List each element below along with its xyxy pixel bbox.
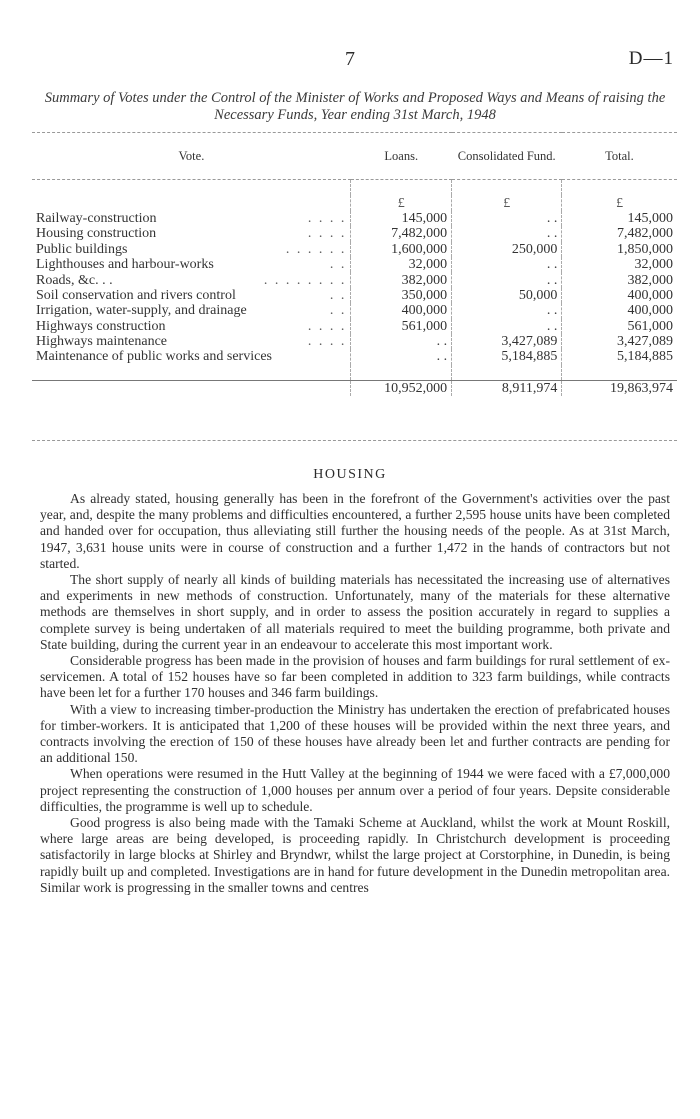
consolidated-value: . . bbox=[452, 211, 562, 226]
table-row bbox=[32, 242, 677, 257]
total-value: 561,000 bbox=[562, 319, 677, 334]
column-header-vote: Vote. bbox=[32, 133, 351, 180]
column-header-consolidated: Consolidated Fund. bbox=[452, 133, 562, 180]
column-header-total: Total. bbox=[562, 133, 677, 180]
dot-leader: . . bbox=[329, 303, 347, 319]
total-grand: 19,863,974 bbox=[562, 381, 677, 397]
loans-value: 350,000 bbox=[351, 288, 452, 303]
currency-symbol-total: £ bbox=[562, 195, 677, 210]
table-row bbox=[32, 272, 677, 287]
paragraph: As already stated, housing generally has been in the forefront of the Government's activities over the past year, and, despite the many problems and difficulties encountered, a further 2,595 house units have been completed and handed over for occupation, thus alleviating still further the housing needs of the people. As at 31st March, 1947, 3,631 house units were in course of construction and a further 1,472 in the hands of contractors but not started. bbox=[40, 491, 670, 571]
vote-cell bbox=[32, 257, 351, 272]
paragraph: Good progress is also being made with the Tamaki Scheme at Auckland, whilst the work at Mount Roskill, where large areas are being developed, is proceeding rapidly. In Christchurch development is proceeding satisfactorily in large blocks at Shirley and Bryndwr, whilst the large project at Corstorphine, in Dunedin, is being rapidly built up and completed. Investigations are in hand for future development in the Dunedin metropolitan area. Similar work is progressing in the smaller towns and centres bbox=[40, 815, 670, 895]
page-number: 7 bbox=[345, 48, 355, 70]
total-value: 5,184,885 bbox=[562, 349, 677, 364]
vote-label: Highways construction bbox=[36, 318, 166, 334]
consolidated-value: . . bbox=[452, 257, 562, 272]
vote-label: Irrigation, water-supply, and drainage bbox=[36, 303, 247, 319]
total-value: 3,427,089 bbox=[562, 334, 677, 349]
consolidated-value: 3,427,089 bbox=[452, 334, 562, 349]
table-bottom-rule bbox=[32, 440, 677, 441]
dot-leader: . . . . bbox=[307, 334, 347, 350]
vote-cell bbox=[32, 226, 351, 241]
consolidated-value: 5,184,885 bbox=[452, 349, 562, 364]
consolidated-value: . . bbox=[452, 226, 562, 241]
currency-row bbox=[32, 195, 677, 210]
paragraph: When operations were resumed in the Hutt Valley at the beginning of 1944 we were faced with a £7,000,000 project representing the construction of 1,000 houses per annum over a period of four years. Depsite considerable difficulties, the programme is well up to schedule. bbox=[40, 766, 670, 814]
spacer-row bbox=[32, 180, 677, 196]
table-row bbox=[32, 349, 677, 364]
totals-row bbox=[32, 381, 677, 397]
table-row bbox=[32, 226, 677, 241]
total-consolidated: 8,911,974 bbox=[452, 381, 562, 397]
total-value: 382,000 bbox=[562, 272, 677, 287]
loans-value: 1,600,000 bbox=[351, 242, 452, 257]
loans-value: 382,000 bbox=[351, 272, 452, 287]
dot-leader: . . . . bbox=[307, 318, 347, 334]
vote-label: Housing construction bbox=[36, 226, 157, 242]
consolidated-value: 50,000 bbox=[452, 288, 562, 303]
total-value: 400,000 bbox=[562, 303, 677, 318]
housing-body-text bbox=[40, 491, 670, 896]
table-body bbox=[32, 180, 677, 381]
vote-cell bbox=[32, 242, 351, 257]
table-header-row bbox=[32, 133, 677, 180]
vote-cell bbox=[32, 272, 351, 287]
table-row bbox=[32, 211, 677, 226]
paragraph: The short supply of nearly all kinds of building materials has necessitated the increasing use of alternatives and experiments in new methods of construction. Unfortunately, many of the materials for these alternative methods are themselves in short supply, and in order to assess the position accurately in regard to supplies a complete survey is being undertaken of all materials required to meet the building programme, both private and State building, during the current year in an endeavour to accelerate this most important work. bbox=[40, 572, 670, 652]
loans-value: 145,000 bbox=[351, 211, 452, 226]
vote-label: Railway-construction bbox=[36, 210, 157, 226]
total-value: 1,850,000 bbox=[562, 242, 677, 257]
consolidated-value: . . bbox=[452, 319, 562, 334]
table-row bbox=[32, 257, 677, 272]
total-value: 7,482,000 bbox=[562, 226, 677, 241]
section-heading-housing: HOUSING bbox=[313, 467, 387, 482]
currency-symbol-loans: £ bbox=[351, 195, 452, 210]
dot-leader: . . . . . . bbox=[285, 241, 347, 257]
vote-cell bbox=[32, 349, 351, 364]
page-header bbox=[0, 48, 700, 72]
total-loans: 10,952,000 bbox=[351, 381, 452, 397]
vote-cell bbox=[32, 334, 351, 349]
vote-cell bbox=[32, 319, 351, 334]
dot-leader: . . bbox=[329, 287, 347, 303]
total-value: 400,000 bbox=[562, 288, 677, 303]
page-reference: D—1 bbox=[628, 48, 674, 69]
table-row bbox=[32, 334, 677, 349]
table-row bbox=[32, 319, 677, 334]
consolidated-value: . . bbox=[452, 272, 562, 287]
vote-cell bbox=[32, 303, 351, 318]
column-header-loans: Loans. bbox=[351, 133, 452, 180]
vote-cell bbox=[32, 288, 351, 303]
table-title: Summary of Votes under the Control of the Minister of Works and Proposed Ways and Means of raising the Necessary Funds, Year ending 31st March, 1948 bbox=[44, 90, 666, 123]
consolidated-value: 250,000 bbox=[452, 242, 562, 257]
dot-leader: . . . . bbox=[307, 226, 347, 242]
table-row bbox=[32, 303, 677, 318]
loans-value: . . bbox=[351, 334, 452, 349]
table-row bbox=[32, 288, 677, 303]
paragraph: Considerable progress has been made in the provision of houses and farm buildings for rural settlement of ex-servicemen. A total of 152 houses have so far been completed in addition to 323 farm buildings, while contracts have been let for a further 170 houses and 346 farm buildings. bbox=[40, 653, 670, 701]
loans-value: 32,000 bbox=[351, 257, 452, 272]
vote-label: Roads, &c. . . bbox=[36, 272, 113, 288]
spacer-row bbox=[32, 365, 677, 381]
votes-summary-table bbox=[32, 132, 677, 396]
loans-value: 561,000 bbox=[351, 319, 452, 334]
loans-value: 7,482,000 bbox=[351, 226, 452, 241]
vote-label: Highways maintenance bbox=[36, 334, 168, 350]
loans-value: 400,000 bbox=[351, 303, 452, 318]
dot-leader: . . . . bbox=[307, 210, 347, 226]
total-value: 145,000 bbox=[562, 211, 677, 226]
vote-cell bbox=[32, 211, 351, 226]
vote-label: Public buildings bbox=[36, 241, 128, 257]
consolidated-value: . . bbox=[452, 303, 562, 318]
vote-label: Soil conservation and rivers control bbox=[36, 287, 236, 303]
total-value: 32,000 bbox=[562, 257, 677, 272]
vote-label: Maintenance of public works and services bbox=[36, 349, 272, 365]
vote-label: Lighthouses and harbour-works bbox=[36, 257, 214, 273]
loans-value: . . bbox=[351, 349, 452, 364]
dot-leader: . . . . . . . . bbox=[263, 272, 347, 288]
currency-symbol-consolidated: £ bbox=[452, 195, 562, 210]
dot-leader: . . bbox=[329, 257, 347, 273]
paragraph: With a view to increasing timber-production the Ministry has undertaken the erection of prefabricated houses for timber-workers. It is anticipated that 1,200 of these houses will be provided within the next three years, and contracts involving the erection of 150 of these houses have already been let and further contracts are pending for an additional 150. bbox=[40, 701, 670, 766]
